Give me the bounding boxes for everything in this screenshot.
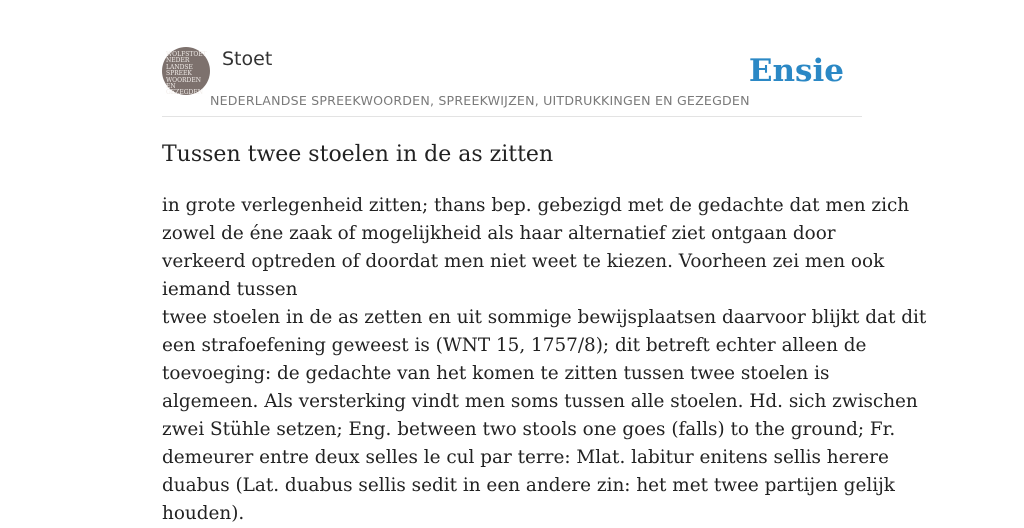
definition-line: zowel de éne zaak of mogelijkheid als haar alternatief ziet ontgaan door: [162, 223, 836, 244]
author-name[interactable]: Stoet: [222, 48, 273, 70]
definition-line: iemand tussen: [162, 279, 298, 300]
source-subtitle[interactable]: NEDERLANDSE SPREEKWOORDEN, SPREEKWIJZEN, UITDRUKKINGEN EN GEZEGDEN: [210, 93, 750, 108]
page-title: Tussen twee stoelen in de as zitten: [162, 142, 554, 167]
definition-line: algemeen. Als versterking vindt men soms tussen alle stoelen. Hd. sich zwischen: [162, 391, 918, 412]
definition-line: houden).: [162, 503, 245, 524]
avatar[interactable]: [162, 47, 210, 95]
definition-line: twee stoelen in de as zetten en uit sommige bewijsplaatsen daarvoor blijkt dat dit: [162, 307, 927, 328]
brand-logo[interactable]: Ensie: [748, 53, 844, 89]
definition-line: demeurer entre deux selles le cul par terre: Mlat. labitur enitens sellis herere: [162, 447, 889, 468]
header: [162, 46, 862, 117]
definition-line: duabus (Lat. duabus sellis sedit in een andere zin: het met twee partijen gelijk: [162, 475, 895, 496]
avatar-cover-text: WOLFSTOET NEDER LANDSE SPREEK WOORDEN EN GEZEGDEN: [166, 51, 207, 97]
definition-line: in grote verlegenheid zitten; thans bep. gebezigd met de gedachte dat men zich: [162, 195, 910, 216]
definition-text: [162, 192, 927, 528]
definition-line: een strafoefening geweest is (WNT 15, 1757/8); dit betreft echter alleen de: [162, 335, 867, 356]
definition-line: verkeerd optreden of doordat men niet weet te kiezen. Voorheen zei men ook: [162, 251, 885, 272]
definition-line: zwei Stühle setzen; Eng. between two stools one goes (falls) to the ground; Fr.: [162, 419, 896, 440]
definition-line: toevoeging: de gedachte van het komen te zitten tussen twee stoelen is: [162, 363, 830, 384]
